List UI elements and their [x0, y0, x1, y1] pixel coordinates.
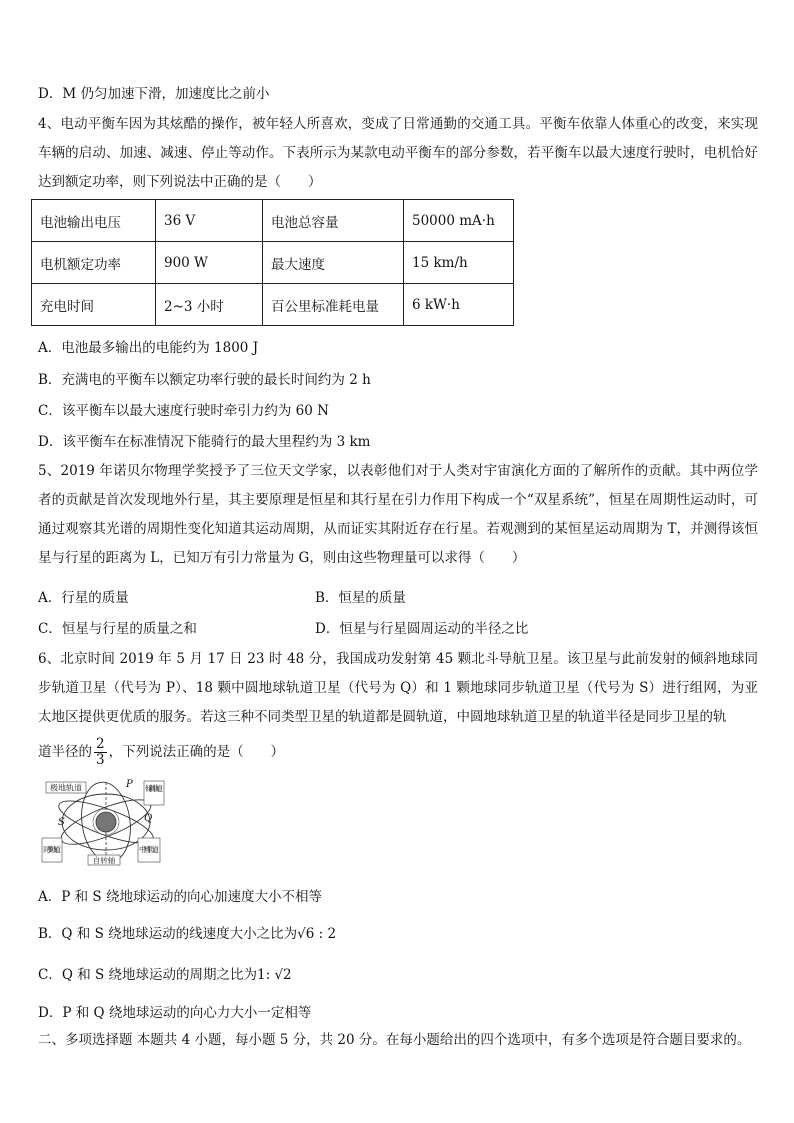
table-row — [32, 200, 514, 242]
q6-option-c — [38, 963, 292, 983]
table-cell: 充电时间 — [32, 284, 156, 326]
fraction-denominator: 3 — [96, 752, 105, 768]
table-cell: 最大速度 — [263, 242, 404, 284]
table-cell: 2~3 小时 — [156, 284, 263, 326]
q6-stem-end-post: ，下列说法正确的是（ ） — [108, 744, 285, 760]
q4-stem: 4、电动平衡车因为其炫酷的操作，被年轻人所喜欢，变成了日常通勤的交通工具。平衡车依靠人体重心的改变，来实现车辆的启动、加速、减速、停止等动作。下表所示为某款电动平衡车的部分参数，若平衡车以最大速度行驶时，电机恰好达到额定功率，则下列说法中正确的是（ ） — [38, 116, 758, 190]
table-cell: 电机额定功率 — [32, 242, 156, 284]
fraction — [94, 737, 107, 768]
q4-option-b: B．充满电的平衡车以额定功率行驶的最长时间约为 2 h — [38, 372, 371, 388]
orbit-diagram — [40, 778, 170, 866]
label-axis: 自转轴 — [92, 856, 116, 865]
q6-option-c-math: 1: √2 — [257, 967, 292, 983]
table-cell: 百公里标准耗电量 — [263, 284, 404, 326]
fraction-numerator: 2 — [96, 736, 105, 752]
table-cell: 电池输出电压 — [32, 200, 156, 242]
table-cell: 15 km/h — [404, 242, 514, 284]
q6-option-b-text: B．Q 和 S 绕地球运动的线速度大小之比为 — [38, 926, 298, 942]
q6-option-c-text: C．Q 和 S 绕地球运动的周期之比为 — [38, 967, 258, 983]
table-cell: 36 V — [156, 200, 263, 242]
label-medium: 中圆轨道 — [139, 845, 159, 854]
q5-option-d: D．恒星与行星圆周运动的半径之比 — [315, 621, 529, 637]
q6-stem-end — [38, 737, 284, 768]
q6-option-b — [38, 922, 336, 942]
q4-option-c: C．该平衡车以最大速度行驶时牵引力约为 60 N — [38, 403, 329, 419]
q5-option-a: A．行星的质量 — [38, 590, 129, 606]
table-row — [32, 284, 514, 326]
table-cell: 900 W — [156, 242, 263, 284]
q6-option-b-math: √6 : 2 — [297, 926, 337, 942]
table-cell: 6 kW·h — [404, 284, 514, 326]
q3-option-d: D．M 仍匀加速下滑，加速度比之前小 — [38, 86, 270, 102]
label-q: Q — [144, 813, 153, 824]
label-polar: 极地轨道 — [50, 783, 82, 793]
label-p: P — [126, 779, 133, 790]
parameter-table — [31, 199, 514, 326]
q5-option-c: C．恒星与行星的质量之和 — [38, 621, 197, 637]
label-inclined: 倾斜轨道 — [145, 784, 163, 793]
table-cell: 电池总容量 — [263, 200, 404, 242]
table-cell: 50000 mA·h — [404, 200, 514, 242]
table-row — [32, 242, 514, 284]
q6-stem: 6、北京时间 2019 年 5 月 17 日 23 时 48 分，我国成功发射第 45 颗北斗导航卫星。该卫星与此前发射的倾斜地球同步轨道卫星（代号为 P）、18 颗中圆地球轨道卫星（代号为 Q）和 1 颗地球同步轨道卫星（代号为 S）进行组网，为亚太地区提供更优质的服务。若这三种不同类型卫星的轨道都是圆轨道，中圆地球轨道卫星的轨道半径是同步卫星的轨 — [38, 651, 758, 725]
q6-option-a: A．P 和 S 绕地球运动的向心加速度大小不相等 — [38, 889, 322, 905]
label-s: S — [58, 817, 65, 828]
q6-stem-end-pre: 道半径的 — [38, 744, 92, 760]
q4-option-a: A．电池最多输出的电能约为 1800 J — [38, 340, 259, 356]
q6-option-d: D．P 和 Q 绕地球运动的向心力大小一定相等 — [38, 1005, 312, 1021]
q5-option-b: B．恒星的质量 — [315, 590, 406, 606]
q5-stem: 5、2019 年诺贝尔物理学奖授予了三位天文学家，以表彰他们对于人类对宇宙演化方面的了解所作的贡献。其中两位学者的贡献是首次发现地外行星，其主要原理是恒星和其行星在引力作用下构成一个“双星系统”，恒星在周期性运动时，可通过观察其光谱的周期性变化知道其运动周期，从而证实其附近存在行星。若观测到的某恒星运动周期为 T，并测得该恒星与行星的距离为 L，已知万有引力常量为 G，则由这些物理量可以求得（ ） — [38, 463, 758, 566]
earth — [96, 812, 116, 832]
label-geo: 同步轨道 — [43, 845, 61, 854]
section-2-heading: 二、多项选择题 本题共 4 小题，每小题 5 分，共 20 分。在每小题给出的四个选项中，有多个选项是符合题目要求的。 — [38, 1032, 751, 1048]
q4-option-d: D．该平衡车在标准情况下能骑行的最大里程约为 3 km — [38, 434, 371, 450]
